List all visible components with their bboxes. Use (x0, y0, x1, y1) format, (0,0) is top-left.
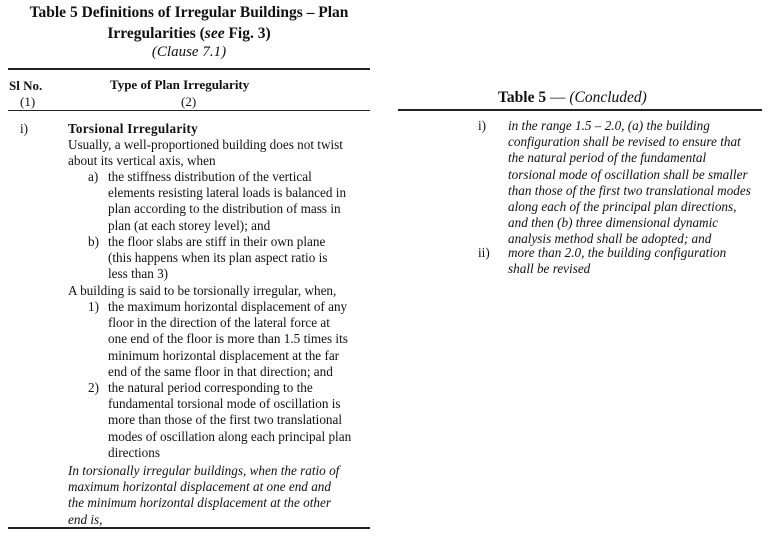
para-2: A building is said to be torsionally irregular, when, (68, 283, 337, 298)
item-a-label: a) (88, 169, 99, 184)
table-title (8, 2, 370, 44)
item-i-text: in the range 1.5 – 2.0, (a) the building configuration shall be revised to ensure that the natural period of the fundamental torsional mode of oscillation shall be smaller than those of the first two translational modes along each of the principal plan directions, and then (b) three dimensional dynamic analysis method shall be adopted; and (508, 118, 751, 247)
torsion-note: In torsionally irregular buildings, when the ratio of maximum horizontal displacement at one end and the minimum horizontal displacement at the other end is, (68, 463, 340, 527)
concluded-rule (398, 109, 762, 111)
table-clause: (Clause 7.1) (151, 44, 227, 60)
item-ii-text: more than 2.0, the building configuration shall be revised (508, 245, 727, 277)
intro-text: Usually, a well-proportioned building does not twist about its vertical axis, when (68, 137, 343, 169)
header-col2-num: (2) (181, 94, 197, 109)
item-ii-label: ii) (478, 245, 490, 260)
concluded-title: Table 5 — (Concluded) (498, 89, 647, 106)
item-b-text: the floor slabs are stiff in their own plane (this happens when its plan aspect ratio is less than 3) (108, 234, 328, 282)
header-col1-num: (1) (20, 94, 36, 109)
item-1-text: the maximum horizontal displacement of any floor in the direction of the lateral force at one end of the floor is more than 1.5 times its minimum horizontal displacement at the far end of the same floor in that direction; and (108, 299, 348, 379)
header-col2: Type of Plan Irregularity (110, 77, 250, 92)
item-2-label: 2) (88, 380, 99, 395)
item-b-label: b) (88, 234, 99, 249)
item-2-text: the natural period corresponding to the fundamental torsional mode of oscillation is more than those of the first two translational modes of oscillation along each principal plan directions (108, 380, 352, 460)
table-bottom-rule (8, 527, 370, 529)
item-1-label: 1) (88, 299, 99, 314)
header-col1: Sl No. (9, 78, 43, 93)
item-i-label: i) (478, 118, 487, 133)
header-rule (8, 110, 370, 111)
row-heading: Torsional Irregularity (68, 121, 199, 136)
table-title-line1: Table 5 Definitions of Irregular Buildings – Plan (29, 4, 349, 21)
item-a-text: the stiffness distribution of the vertical elements resisting lateral loads is balanced in plan according to the distribution of mass in plan (at each storey level); and (108, 169, 347, 233)
row-number: i) (20, 121, 29, 136)
table-top-rule (8, 68, 370, 70)
table-title-line2: Irregularities (see Fig. 3) (107, 25, 271, 42)
